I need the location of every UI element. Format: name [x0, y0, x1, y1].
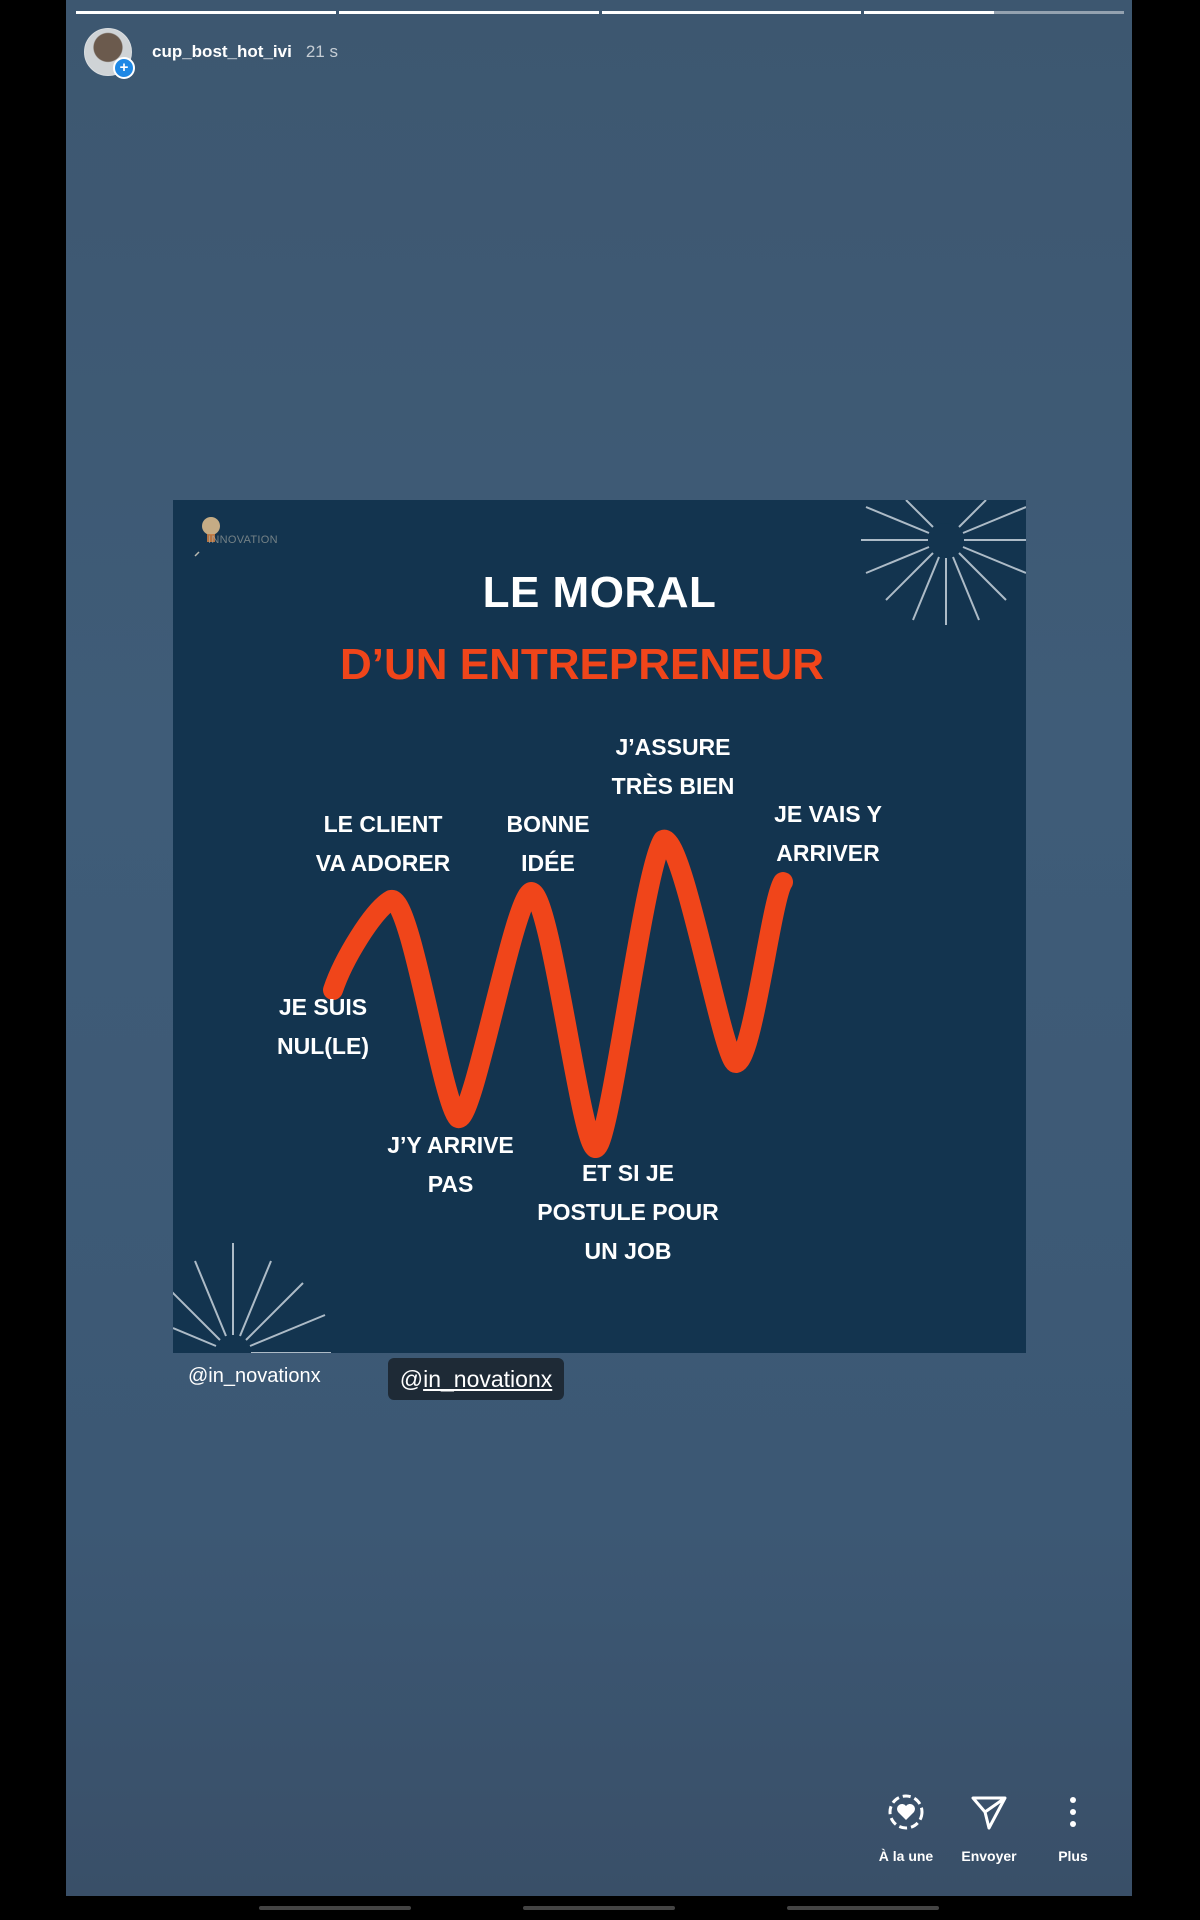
label-line: IDÉE [521, 850, 575, 876]
label-line: JE VAIS Y [774, 801, 882, 827]
nav-back-handle[interactable] [259, 1906, 411, 1910]
label-line: J’Y ARRIVE [387, 1132, 514, 1158]
post-subtitle: D’UN ENTREPRENEUR [339, 640, 825, 689]
label-line: TRÈS BIEN [611, 773, 735, 799]
progress-segment [864, 11, 1124, 14]
mention-at: @ [399, 1366, 424, 1392]
nav-home-handle[interactable] [523, 1906, 675, 1910]
label-postule-job [523, 1154, 733, 1271]
shared-post-image[interactable] [173, 500, 1026, 1353]
send-label: Envoyer [961, 1848, 1017, 1864]
nav-recents-handle[interactable] [787, 1906, 939, 1910]
label-line: VA ADORER [315, 850, 451, 876]
mention-text[interactable]: @in_novationx [188, 1365, 321, 1387]
label-line: POSTULE POUR [537, 1199, 719, 1225]
story-header [84, 28, 338, 76]
label-bonne-idee [493, 805, 603, 883]
story-timestamp: 21 s [305, 42, 338, 61]
more-button[interactable] [1023, 1790, 1123, 1864]
label-nul [263, 988, 383, 1066]
label-line: PAS [427, 1171, 474, 1197]
story-viewer[interactable] [66, 0, 1132, 1896]
logo-text: INNOVATION [208, 534, 278, 546]
label-line: J’ASSURE [615, 734, 731, 760]
label-vais-arriver [753, 795, 903, 873]
label-arrive-pas [373, 1126, 528, 1204]
progress-segment [339, 11, 599, 14]
label-line: ET SI JE [581, 1160, 675, 1186]
label-line: BONNE [506, 811, 590, 837]
more-vertical-icon [1023, 1790, 1123, 1834]
progress-segment [602, 11, 862, 14]
progress-segment [76, 11, 336, 14]
label-line: UN JOB [584, 1238, 672, 1264]
label-assure [593, 728, 753, 806]
mention-sticker-name: in_novationx [423, 1366, 553, 1392]
label-line: NUL(LE) [277, 1033, 369, 1059]
system-navigation-bar [0, 1896, 1200, 1920]
avatar[interactable] [84, 28, 132, 76]
mention-sticker[interactable] [388, 1358, 564, 1400]
username[interactable]: cup_bost_hot_ivi [152, 42, 292, 61]
more-label: Plus [1058, 1848, 1088, 1864]
label-line: ARRIVER [776, 840, 880, 866]
post-title: LE MORAL [482, 568, 717, 617]
label-line: LE CLIENT [323, 811, 443, 837]
label-client [293, 805, 473, 883]
highlight-label: À la une [878, 1848, 934, 1864]
add-story-icon[interactable]: + [113, 57, 135, 79]
story-progress-bar [76, 11, 1124, 14]
label-line: JE SUIS [278, 994, 368, 1020]
